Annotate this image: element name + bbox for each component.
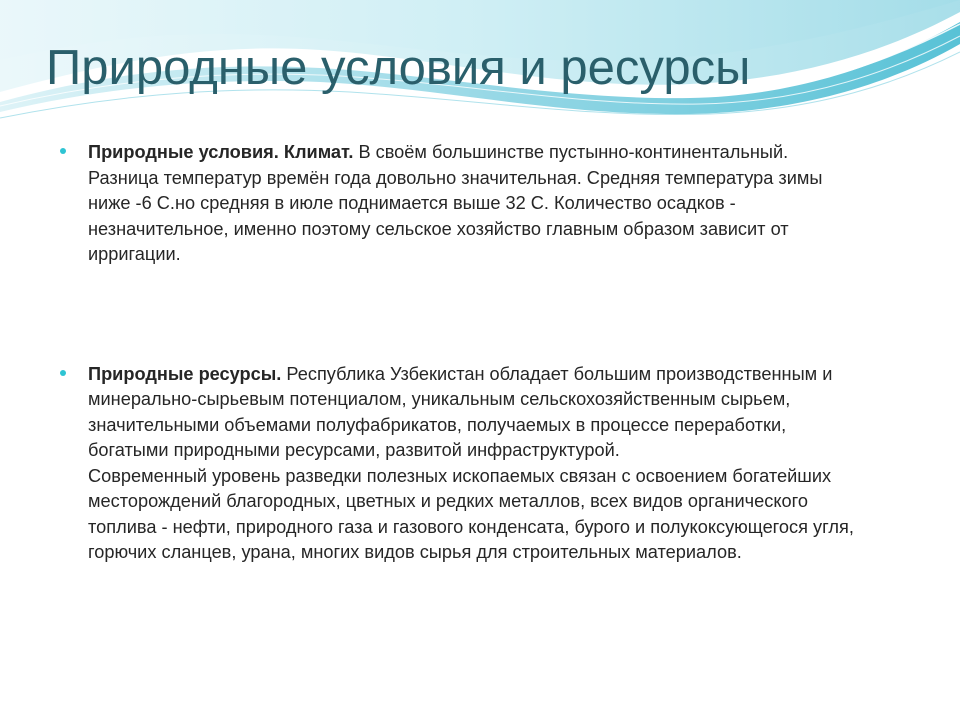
bullet-climate-paragraph xyxy=(88,140,858,268)
slide-content xyxy=(58,140,858,566)
bullet-resources xyxy=(58,362,858,566)
bullet-climate-lead: Природные условия. Климат. xyxy=(88,142,354,162)
bullet-resources-text: Республика Узбекистан обладает большим производственным и минерально-сырьевым потенциалом, уникальным сельскохозяйственным сырьем, значительными объемами полуфабрикатов, получаемых в процессе переработки, богатыми природными ресурсами, развитой инфраструктурой. xyxy=(88,363,833,460)
bullet-dot-icon xyxy=(60,148,66,154)
bullet-climate-text: В своём большинстве пустынно-континентальный. Разница температур времён года довольно значительная. Средняя температура зимы ниже -6 С.но средняя в июле поднимается выше 32 С. Количество осадков - незначительное, именно поэтому сельское хозяйство главным образом зависит от ирригации. xyxy=(88,142,823,264)
bullet-resources-lead: Природные ресурсы. xyxy=(88,363,282,384)
bullet-climate xyxy=(58,140,858,268)
bullet-resources-paragraph xyxy=(88,362,858,464)
bullet-resources-continuation: Современный уровень разведки полезных ископаемых связан с освоением богатейших месторождений благородных, цветных и редких металлов, всех видов органического топлива - нефти, природного газа и газового конденсата, бурого и полукоксующегося угля, горючих сланцев, урана, многих видов сырья для строительных материалов. xyxy=(88,465,854,562)
slide-title: Природные условия и ресурсы xyxy=(46,41,751,95)
bullet-dot-icon xyxy=(60,370,66,376)
